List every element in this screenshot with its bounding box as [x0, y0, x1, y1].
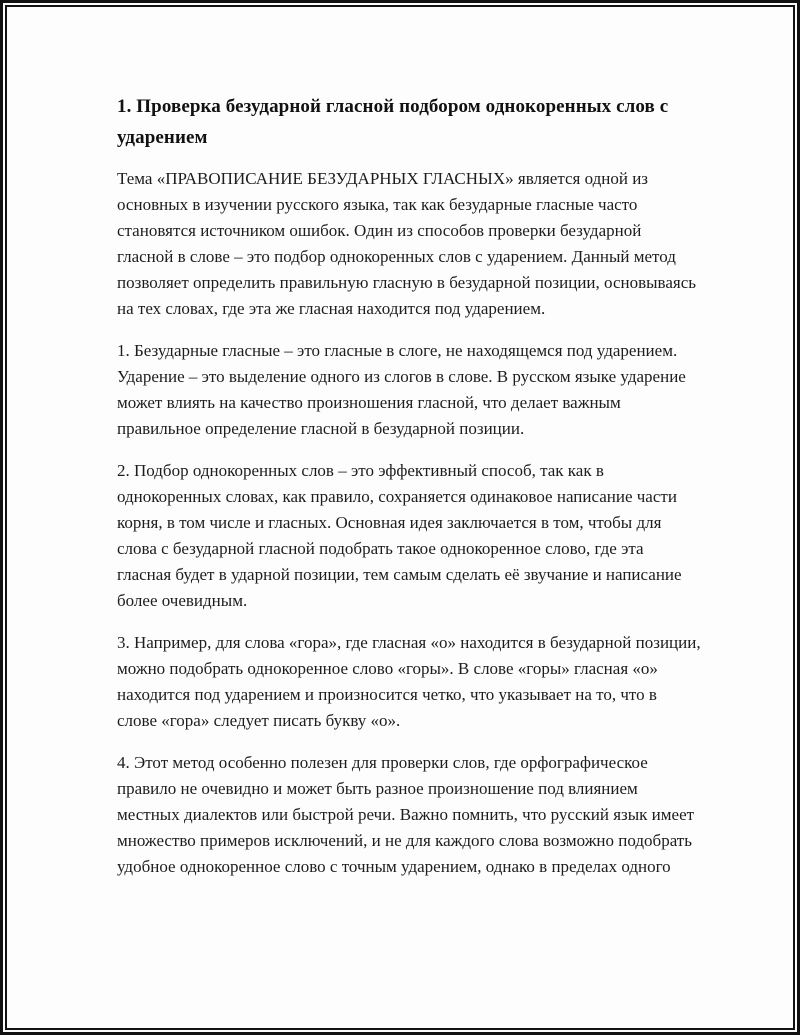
paragraph-intro: Тема «ПРАВОПИСАНИЕ БЕЗУДАРНЫХ ГЛАСНЫХ» является одной из основных в изучении русского языка, так как безударные гласные часто становятся источником ошибок. Один из способов проверки безударной гласной в слове – это подбор однокоренных слов с ударением. Данный метод позволяет определить правильную гласную в безударной позиции, основываясь на тех словах, где эта же гласная находится под ударением.	[117, 169, 697, 318]
page-border-frame	[5, 5, 795, 1030]
paragraph-point-3: 3. Например, для слова «гора», где гласная «о» находится в безударной позиции, можно подобрать однокоренное слово «горы». В слове «горы» гласная «о» находится под ударением и произносится четко, что указывает на то, что в слове «гора» следует писать букву «о».	[117, 633, 701, 730]
page-content	[7, 7, 793, 880]
paragraph-point-2: 2. Подбор однокоренных слов – это эффективный способ, так как в однокоренных словах, как правило, сохраняется одинаковое написание части корня, в том числе и гласных. Основная идея заключается в том, чтобы для слова с безударной гласной подобрать такое однокоренное слово, где эта гласная будет в ударной позиции, тем самым сделать её звучание и написание более очевидным.	[117, 461, 682, 610]
page-title: 1. Проверка безударной гласной подбором однокоренных слов с ударением	[117, 96, 669, 148]
paragraph-point-1: 1. Безударные гласные – это гласные в слоге, не находящемся под ударением. Ударение – это выделение одного из слогов в слове. В русском языке ударение может влиять на качество произношения гласной, что делает важным правильное определение гласной в безударной позиции.	[117, 341, 686, 438]
paragraph-point-4: 4. Этот метод особенно полезен для проверки слов, где орфографическое правило не очевидно и может быть разное произношение под влиянием местных диалектов или быстрой речи. Важно помнить, что русский язык имеет множество примеров исключений, и не для каждого слова возможно подобрать удобное однокоренное слово с точным ударением, однако в пределах одного	[117, 753, 695, 876]
